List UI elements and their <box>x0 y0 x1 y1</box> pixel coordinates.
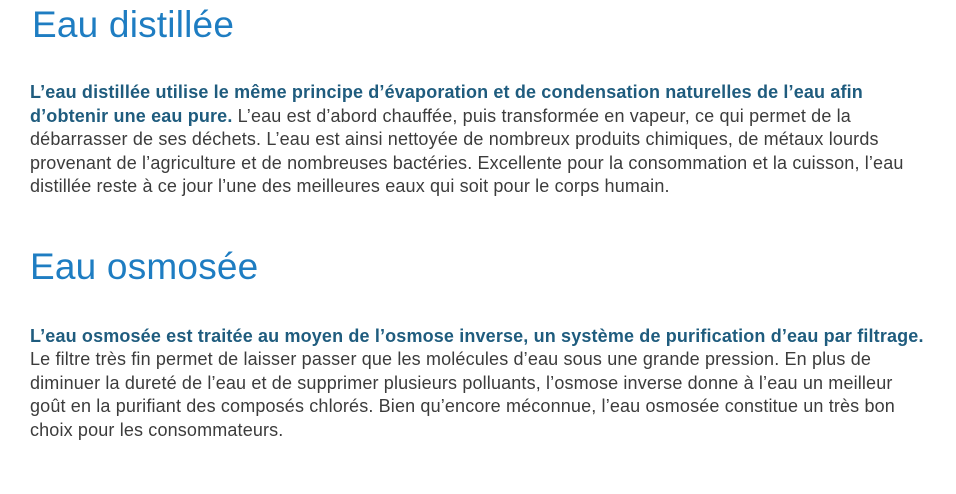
section-eau-distillee <box>30 4 932 199</box>
heading-eau-distillee: Eau distillée <box>32 4 235 45</box>
paragraph-eau-distillee <box>30 81 932 199</box>
paragraph-body-text: L’eau est d’abord chauffée, puis transformée en vapeur, ce qui permet de la débarrasser de ses déchets. L’eau est ainsi nettoyée de nombreux produits chimiques, de métaux lourds provenant de l’agriculture et de nombreuses bactéries. Excellente pour la consommation et la cuisson, l’eau distillée reste à ce jour l’une des meilleures eaux qui soit pour le corps humain. <box>30 105 904 196</box>
paragraph-eau-osmosee <box>30 325 932 443</box>
paragraph-lead-bold: L’eau distillée utilise le même principe d’évaporation et de condensation naturelles de l’eau afin d’obtenir une eau pure. <box>30 82 863 126</box>
paragraph-body-text: Le filtre très fin permet de laisser passer que les molécules d’eau sous une grande pression. En plus de diminuer la dureté de l’eau et de supprimer plusieurs polluants, l’osmose inverse donne à l’eau un meilleur goût en la purifiant des composés chlorés. Bien qu’encore méconnue, l’eau osmosée constitue un très bon choix pour les consommateurs. <box>30 349 895 440</box>
section-eau-osmosee <box>30 246 932 443</box>
heading-eau-osmosee: Eau osmosée <box>30 245 259 287</box>
paragraph-lead-bold: L’eau osmosée est traitée au moyen de l’osmose inverse, un système de purification d’eau par filtrage. <box>30 325 924 346</box>
